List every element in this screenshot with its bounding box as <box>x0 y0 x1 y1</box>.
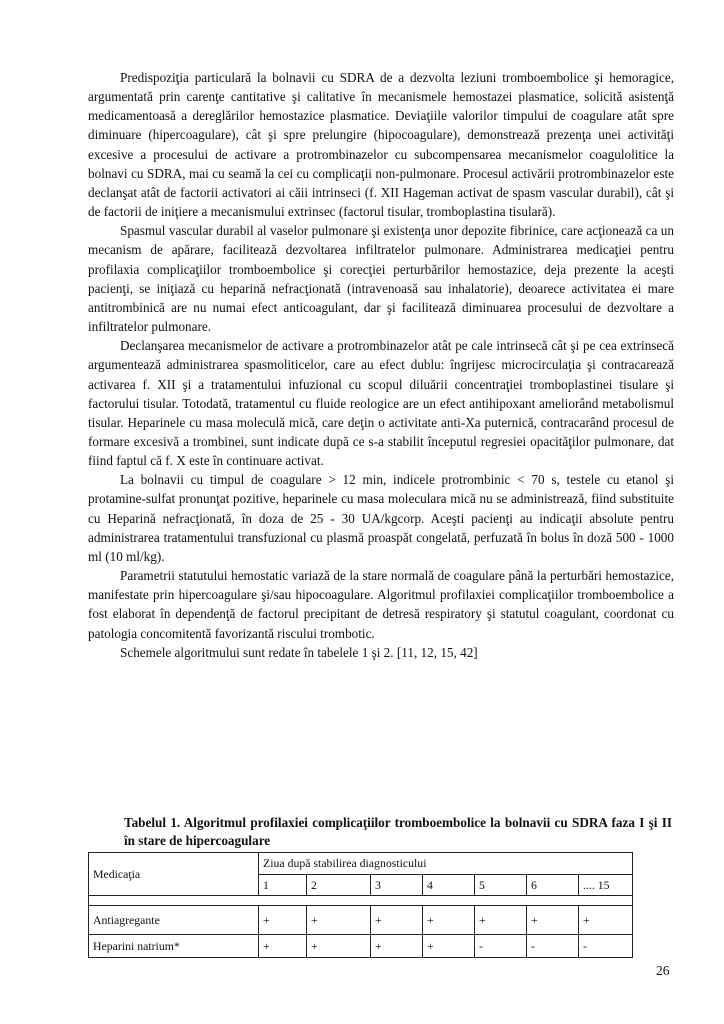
row-label: Antiagregante <box>89 906 259 935</box>
paragraph: Parametrii statutului hemostatic variază de la stare normală de coagulare până la perturbări hemostazice, manifestate prin hipercoagulare şi/sau hipocoagulare. Algoritmul profilaxiei complicaţiilor tromboembolice a fost elaborat în dependenţă de factorul precipitant de detresă respiratory şi statutul coagulant, coordonat cu patologia concomitentă favorizantă riscului trombotic. <box>88 568 674 641</box>
row-label: Heparini natrium* <box>89 935 259 958</box>
row-value: - <box>579 935 633 958</box>
header-days: Ziua după stabilirea diagnosticului <box>259 853 633 875</box>
day-cell: 6 <box>527 874 579 896</box>
paragraph: Predispoziţia particulară la bolnavii cu SDRA de a dezvolta leziuni tromboembolice şi hemoragice, argumentată prin carenţe cantitative şi calitative în mecanismele hemostazei plasmatice, solicită asistenţă medicamentoasă a dereglărilor hemostazice plasmatice. Deviaţiile valorilor timpului de coagulare atât spre diminuare (hipercoagulare), cât şi spre prelungire (hipocoagulare), demonstrează prezenţa unei activităţi excesive a procesului de activare a protrombinazelor cu subcompensarea mecanismelor coagulolitice la bolnavi cu SDRA, mai cu seamă la cei cu complicaţii non-pulmonare. Procesul activării protrombinazelor este declanşat atât de factorii activatori ai căii intrinseci (f. XII Hageman activat de spasm vascular durabil), cât şi de factorii de iniţiere a mecanismului extrinsec (factorul tisular, tromboplastina tisulară). <box>88 70 674 220</box>
row-value: + <box>259 935 307 958</box>
table-row <box>89 906 633 935</box>
day-cell: 5 <box>475 874 527 896</box>
row-value: + <box>579 906 633 935</box>
day-cell: 2 <box>307 874 371 896</box>
day-cell: 4 <box>423 874 475 896</box>
table-caption: Tabelul 1. Algoritmul profilaxiei complicaţiilor tromboembolice la bolnavii cu SDRA faza I şi II în stare de hipercoagulare <box>124 815 672 848</box>
row-value: + <box>307 906 371 935</box>
paragraph: Schemele algoritmului sunt redate în tabelele 1 şi 2. [11, 12, 15, 42] <box>120 644 478 660</box>
row-value: + <box>527 906 579 935</box>
day-cell: .... 15 <box>579 874 633 896</box>
row-value: + <box>423 906 475 935</box>
table-1 <box>88 852 633 958</box>
row-value: + <box>475 906 527 935</box>
table-row <box>89 935 633 958</box>
body-text <box>88 68 674 662</box>
day-cell: 1 <box>259 874 307 896</box>
row-value: + <box>371 906 423 935</box>
row-value: - <box>527 935 579 958</box>
paragraph: La bolnavii cu timpul de coagulare > 12 min, indicele protrombinic < 70 s, testele cu etanol şi protamine-sulfat pronunţat pozitive, heparinele cu masa moleculara mică nu se administrează, fiind substituite cu Heparină nefracţionată, în doza de 25 - 30 UA/kgcorp. Aceşti pacienţi au indicaţii absolute pentru administrarea tratamentului transfuzional cu plasmă proaspăt congelată, perfuzată în bolus în doză 500 - 1000 ml (10 ml/kg). <box>88 472 674 564</box>
paragraph: Spasmul vascular durabil al vaselor pulmonare şi existenţa unor depozite fibrinice, care acţionează ca un mecanism de apărare, facilitează dezvoltarea infiltratelor pulmonare. Administrarea medicaţiei pentru profilaxia complicaţiilor tromboembolice şi corecţiei perturbărilor hemostazice, deja prezente la aceşti pacienţi, se iniţiază cu heparină nefracţionată (intravenoasă sau inhalatorie), deoarece activitatea ei mare antitrombinică are nu numai efect anticoagulant, dar şi facilitează diminuarea procesului de dezvoltare a infiltratelor pulmonare. <box>88 223 674 335</box>
paragraph: Declanşarea mecanismelor de activare a protrombinazelor atât pe cale intrinsecă cât şi pe cea extrinsecă argumentează administrarea spasmoliticelor, care au efect dublu: îngrijesc microcirculaţia şi contracarează activarea f. XII şi a tratamentului infuzional cu scopul diluării concentraţiei tromboplastinei tisulare şi factorului tisular. Totodată, tratamentul cu fluide reologice are un efect antihipoxant ameliorând metabolismul tisular. Heparinele cu masa moleculă mică, care deţin o activitate anti-Xa puternică, contracarând procesul de formare excesivă a trombinei, sunt indicate după ce s-a stabilit începutul regresiei opacităţilor pulmonare, dat fiind faptul că f. X este în continuare activat. <box>88 338 674 469</box>
page-number: 26 <box>656 963 670 978</box>
row-value: + <box>259 906 307 935</box>
header-medication: Medicaţia <box>89 853 259 896</box>
row-value: + <box>307 935 371 958</box>
row-value: + <box>371 935 423 958</box>
row-value: + <box>423 935 475 958</box>
row-value: - <box>475 935 527 958</box>
day-cell: 3 <box>371 874 423 896</box>
